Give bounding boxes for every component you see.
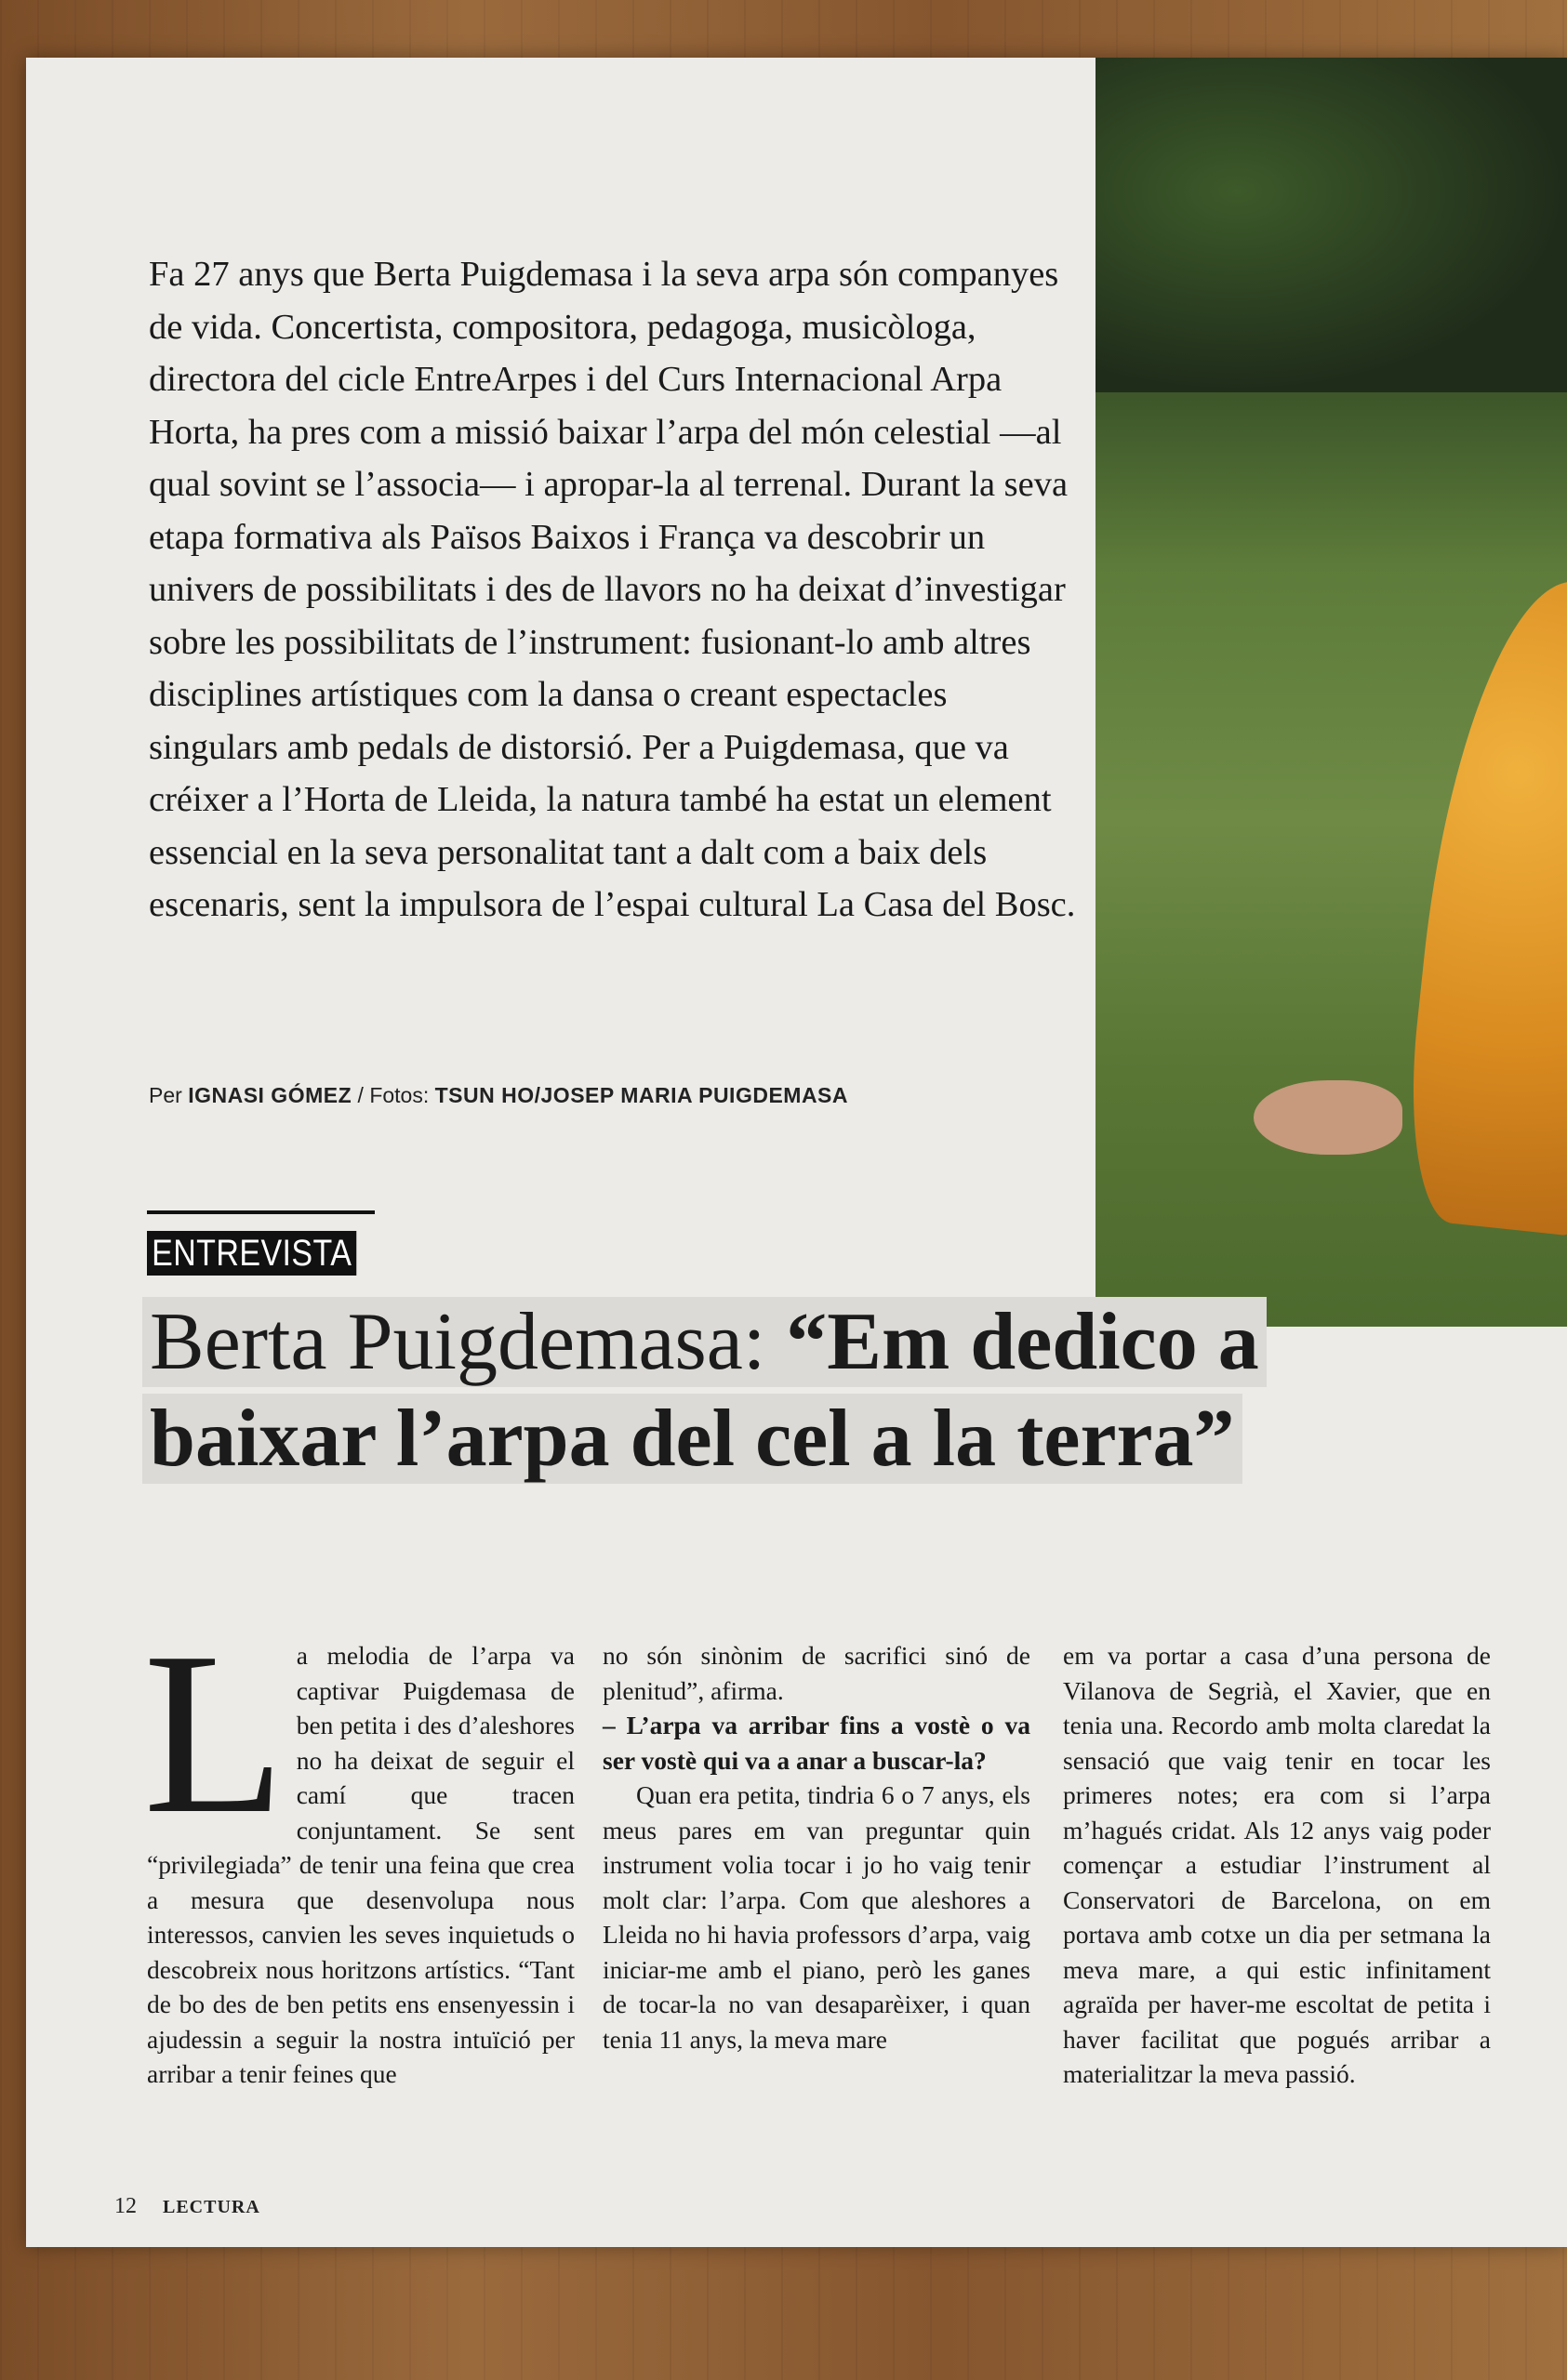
byline (149, 1083, 893, 1108)
column-3: em va portar a casa d’una persona de Vilanova de Segrià, el Xavier, que en tenia una. Recordo amb molta claredat la sensació que vaig tenir en tocar les primeres notes; era com si l’arpa m’hagués cridat. Als 12 anys vaig poder començar a estudiar l’instrument al Conservatori de Barcelona, on em portava amb cotxe un dia per setmana la meva mare, a qui estic infinitament agraïda per haver-me escoltat de petita i haver facilitat que pogués arribar a materialitzar la meva passió. (1063, 1641, 1491, 2088)
headline-quote-1: “Em dedico a (786, 1297, 1259, 1387)
harpist-photo (1096, 58, 1567, 1327)
magazine-page (26, 58, 1567, 2247)
column-2-intro: no són sinònim de sacrifici sinó de plenitud”, afirma. (603, 1641, 1030, 1705)
headline-quote-2: baixar l’arpa del cel a la terra” (142, 1394, 1242, 1484)
headline-name: Berta Puigdemasa: (150, 1297, 766, 1387)
byline-author: IGNASI GÓMEZ (188, 1083, 352, 1107)
photo-trees (1096, 58, 1567, 392)
headline-line-1 (142, 1297, 1267, 1387)
byline-per-label: Per (149, 1083, 182, 1107)
section-rule (147, 1210, 375, 1214)
headline (142, 1294, 1444, 1488)
column-1-text: a melodia de l’arpa va captivar Puigdemasa de ben petita i des d’aleshores no ha deixat de seguir el camí que tracen conjuntament. Se sent “privilegiada” de tenir una feina que crea a mesura que desenvolupa nous interessos, canvien les seves inquietuds o descobreix nous horitzons artístics. “Tant de bo des de ben petits ens ensenyessin i ajudessin a seguir la nostra intuïció per arribar a tenir feines que (147, 1641, 575, 2088)
magazine-name: LECTURA (163, 2197, 260, 2217)
section-label: ENTREVISTA (147, 1231, 356, 1276)
byline-photos-label: Fotos: (369, 1083, 430, 1107)
column-1 (143, 1605, 575, 2092)
article-body (143, 1605, 1505, 2159)
byline-separator: / (352, 1083, 370, 1107)
photo-dress (1397, 570, 1567, 1236)
interview-answer: Quan era petita, tindria 6 o 7 anys, els meus pares em van preguntar quin instrument volia tocar i jo ho vaig tenir molt clar: l’arpa. Com que aleshores a Lleida no hi havia professors d’arpa, vaig iniciar-me amb el piano, però les ganes de tocar-la no van desaparèixer, i quan tenia 11 anys, la meva mare (603, 1780, 1030, 2054)
byline-photographers: TSUN HO/JOSEP MARIA PUIGDEMASA (434, 1083, 849, 1107)
page-footer (114, 2194, 260, 2219)
column-2 (603, 1638, 1030, 2056)
interview-question: – L’arpa va arribar fins a vostè o va ser vostè qui va a anar a buscar-la? (603, 1711, 1030, 1775)
photo-foot (1254, 1080, 1402, 1155)
intro-paragraph: Fa 27 anys que Berta Puigdemasa i la seva arpa són companyes de vida. Concertista, compositora, pedagoga, musicòloga, directora del cicle EntreArpes i del Curs Internacional Arpa Horta, ha pres com a missió baixar l’arpa del món celestial —al qual sovint se l’associa— i apropar-la al terrenal. Durant la seva etapa formativa als Països Baixos i França va descobrir un univers de possibilitats i des de llavors no ha deixat d’investigar sobre les possibilitats de l’instrument: fusionant-lo amb altres disciplines artístiques com la dansa o creant espectacles singulars amb pedals de distorsió. Per a Puigdemasa, que va créixer a l’Horta de Lleida, la natura també ha estat un element essencial en la seva personalitat tant a dalt com a baix dels escenaris, sent la impulsora de l’espai cultural La Casa del Bosc. (149, 255, 1076, 924)
page-number: 12 (114, 2194, 137, 2218)
drop-cap: L (143, 1605, 286, 1862)
